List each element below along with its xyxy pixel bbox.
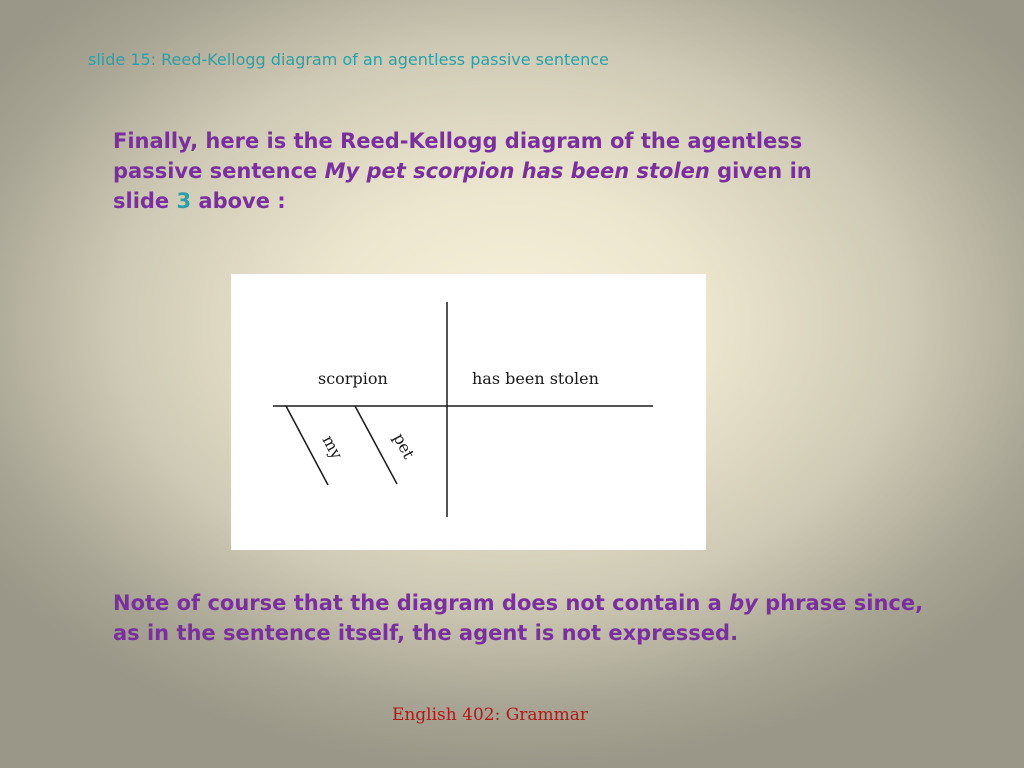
- note-text-1: Note of course that the diagram does not contain a: [113, 591, 730, 615]
- note-text-2: phrase since, as in the sentence itself, the agent is not expressed.: [113, 591, 924, 645]
- by-word: by: [729, 591, 758, 615]
- example-sentence: My pet scorpion has been stolen: [324, 159, 710, 183]
- modifier-line-pet: [355, 406, 397, 484]
- subject-word: scorpion: [318, 369, 388, 388]
- intro-text-1: Finally, here is the Reed-Kellogg diagram of the agentless passive sentence: [113, 129, 803, 183]
- note-paragraph: [113, 588, 943, 648]
- slide-reference: 3: [176, 189, 192, 213]
- modifier-word-my: my: [318, 431, 347, 463]
- intro-text-2: given in slide: [113, 159, 812, 213]
- reed-kellogg-diagram: [231, 274, 706, 550]
- intro-paragraph: [113, 126, 853, 216]
- diagram-svg: [231, 274, 706, 550]
- footer-course-title: English 402: Grammar: [391, 705, 589, 725]
- slide-title: slide 15: Reed-Kellogg diagram of an agentless passive sentence: [88, 50, 609, 69]
- modifier-word-pet: pet: [389, 429, 419, 462]
- intro-text-3: above :: [191, 189, 286, 213]
- predicate-word: has been stolen: [472, 369, 599, 388]
